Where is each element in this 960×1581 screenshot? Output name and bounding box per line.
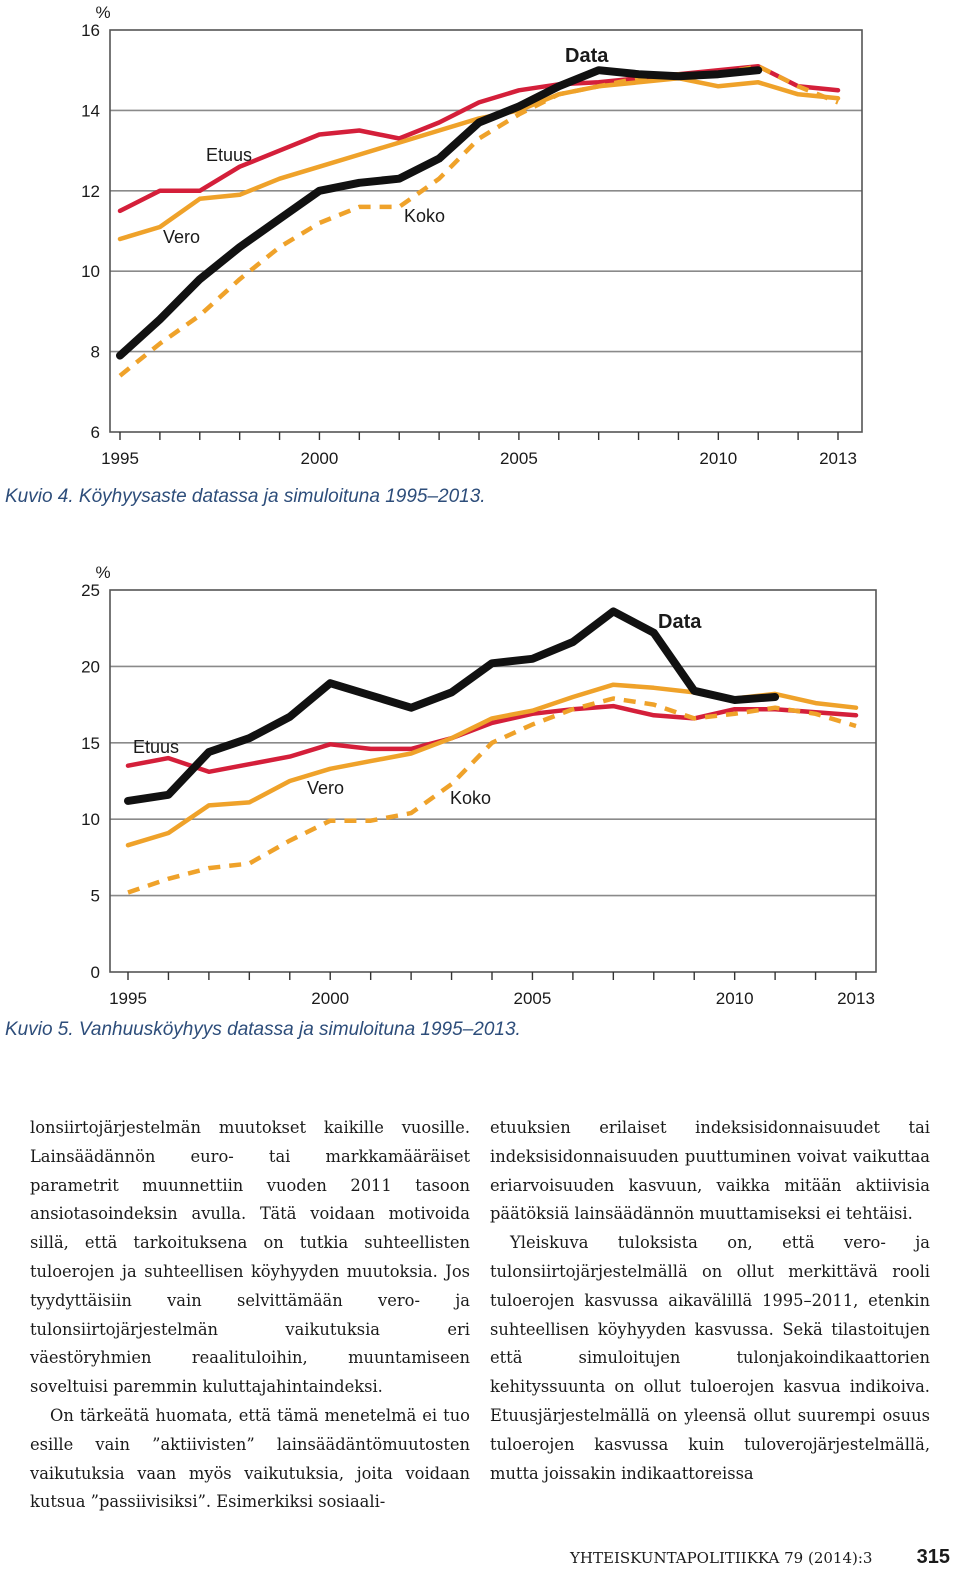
y-tick-label: 8 bbox=[90, 342, 100, 362]
series-line-koko bbox=[128, 699, 856, 893]
y-tick-label: 14 bbox=[81, 101, 100, 121]
page-footer bbox=[570, 1546, 950, 1569]
y-tick-label: 0 bbox=[90, 963, 100, 982]
series-label-etuus: Etuus bbox=[206, 145, 253, 165]
x-tick-label: 2010 bbox=[715, 989, 754, 1008]
x-tick-label: 2010 bbox=[699, 449, 738, 468]
journal-name: YHTEISKUNTAPOLITIIKKA 79 (2014):3 bbox=[570, 1549, 873, 1567]
poverty-rate-chart bbox=[0, 0, 960, 480]
figure-5-caption: Kuvio 5. Vanhuusköyhyys datassa ja simuloituna 1995–2013. bbox=[5, 1019, 521, 1040]
plot-frame bbox=[110, 590, 876, 972]
page-number: 315 bbox=[916, 1546, 950, 1568]
series-label-etuus: Etuus bbox=[133, 737, 180, 757]
elderly-poverty-chart bbox=[0, 560, 960, 1020]
y-tick-label: 10 bbox=[81, 810, 100, 830]
series-label-data: Data bbox=[565, 45, 609, 67]
y-tick-label: 10 bbox=[81, 262, 100, 282]
x-tick-label: 2013 bbox=[837, 989, 875, 1008]
left-text-column bbox=[30, 1114, 470, 1517]
series-label-data: Data bbox=[658, 611, 702, 633]
y-tick-label: 6 bbox=[90, 423, 100, 442]
y-tick-label: 16 bbox=[81, 21, 100, 40]
series-label-koko: Koko bbox=[404, 206, 446, 226]
paragraph: On tärkeätä huomata, että tämä menetelmä ei tuo esille vain ”aktiivisten” lainsäädäntömuutosten vaikutuksia vaan myös vaikutuksia, joita voidaan kutsua ”passiivisiksi”. Esimerkiksi sosiaali- bbox=[30, 1405, 470, 1512]
y-tick-label: 15 bbox=[81, 733, 100, 753]
plot-frame bbox=[110, 30, 862, 432]
y-tick-label: 25 bbox=[81, 581, 100, 600]
paragraph: Yleiskuva tuloksista on, että vero- ja tulonsiirtojärjestelmällä on ollut merkittävä rooli tuloerojen kasvussa aikavälillä 1995–2011, etenkin suhteellisen köyhyyden kasvussa. Sekä tilastoitujen että simuloitujen tulonjakoindikaattorien kehityssuunta on ollut tuloerojen kasvua indikoiva. Etuusjärjestelmällä on yleensä ollut suurempi osuus tuloerojen kasvussa kuin tuloverojärjestelmällä, mutta joissakin indikaattoreissa bbox=[490, 1233, 930, 1483]
x-tick-label: 2013 bbox=[819, 449, 857, 468]
x-tick-label: 2005 bbox=[513, 989, 552, 1008]
series-line-etuus bbox=[120, 66, 838, 211]
right-text-column bbox=[490, 1114, 930, 1488]
paragraph: lonsiirtojärjestelmän muutokset kaikille vuosille. Lainsäädännön euro- tai markkamääräiset parametrit muunnettiin vuoden 2011 tasoon ansiotasoindeksin avulla. Tätä voidaan motivoida sillä, että tarkoituksena on tutkia suhteellisten tuloerojen ja suhteellisen köyhyyden muutoksia. Jos tyydyttäisiin vain selvittämään vero- ja tulonsiirtojärjestelmän vaikutuksia eri väestöryhmien reaalituloihin, muuntamiseen soveltuisi paremmin kuluttajahintaindeksi. bbox=[30, 1118, 470, 1397]
y-tick-label: 12 bbox=[81, 181, 100, 201]
series-line-koko bbox=[120, 66, 838, 376]
series-line-data bbox=[128, 611, 775, 801]
series-label-vero: Vero bbox=[163, 227, 201, 247]
x-tick-label: 2000 bbox=[300, 449, 339, 468]
series-label-koko: Koko bbox=[450, 788, 492, 808]
y-unit-label: % bbox=[95, 3, 111, 22]
x-tick-label: 1995 bbox=[109, 989, 147, 1008]
figure-4-caption: Kuvio 4. Köyhyysaste datassa ja simuloituna 1995–2013. bbox=[5, 486, 486, 507]
x-tick-label: 2000 bbox=[311, 989, 350, 1008]
y-tick-label: 20 bbox=[81, 657, 100, 677]
y-unit-label: % bbox=[95, 563, 111, 582]
x-tick-label: 1995 bbox=[101, 449, 139, 468]
series-label-vero: Vero bbox=[307, 778, 345, 798]
paragraph: etuuksien erilaiset indeksisidonnaisuudet tai indeksisidonnaisuuden puuttuminen voivat vaikuttaa eriarvoisuuden kasvuun, vaikka mitään aktiivisia päätöksiä lainsäädännön muuttamiseksi ei tehtäisi. bbox=[490, 1118, 930, 1224]
y-tick-label: 5 bbox=[90, 886, 100, 906]
x-tick-label: 2005 bbox=[499, 449, 538, 468]
